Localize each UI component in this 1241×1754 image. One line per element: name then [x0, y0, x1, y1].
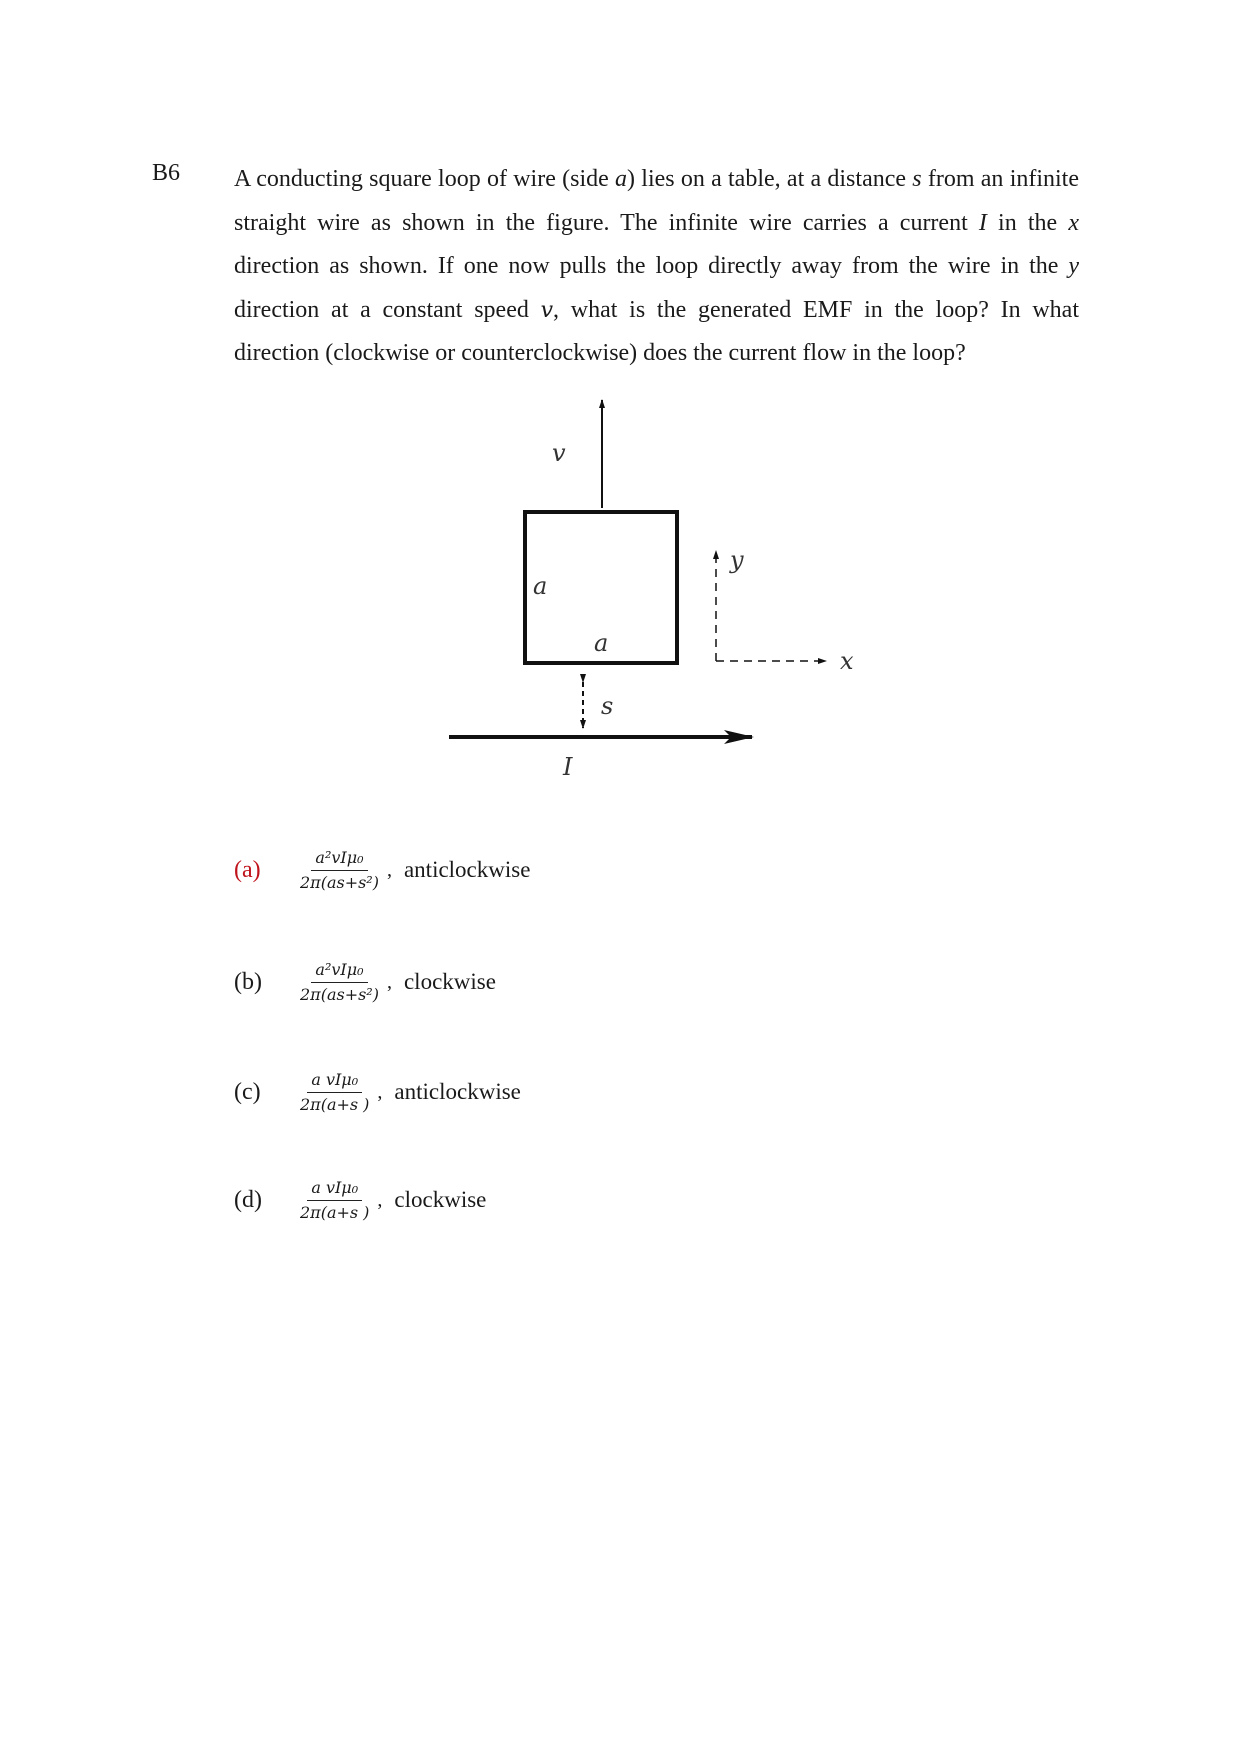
formula-denominator: 2π(as+s²): [300, 872, 379, 892]
option-label: (b): [234, 968, 262, 995]
stem-text: ) lies on a table, at a distance: [627, 166, 913, 192]
stem-text: A conducting square loop of wire (side: [234, 166, 616, 192]
option-label: (d): [234, 1186, 262, 1213]
option-formula: [298, 1178, 371, 1223]
formula-comma: ,: [377, 1188, 383, 1211]
stem-text: direction at a constant speed: [234, 296, 541, 323]
formula-numerator: a²vIμ₀: [311, 960, 367, 983]
stem-variable: x: [1068, 209, 1079, 236]
formula-numerator: a²vIμ₀: [311, 848, 367, 871]
stem-variable: I: [978, 209, 987, 236]
formula-denominator: 2π(as+s²): [300, 984, 379, 1004]
formula-comma: ,: [377, 1080, 383, 1103]
option-direction: clockwise: [394, 1187, 487, 1212]
x-axis-label: x: [840, 647, 854, 675]
stem-variable: y: [1068, 253, 1079, 279]
option-formula: [298, 848, 381, 893]
question-number: B6: [152, 160, 181, 186]
stem-variable: v: [540, 297, 554, 323]
option-a[interactable]: [234, 840, 530, 900]
formula-comma: ,: [386, 858, 392, 881]
option-direction: anticlockwise: [394, 1079, 521, 1104]
stem-variable: a: [615, 166, 628, 192]
formula-denominator: 2π(a+s ): [300, 1202, 370, 1222]
formula-comma: ,: [386, 970, 392, 993]
option-c[interactable]: [234, 1062, 521, 1122]
formula-denominator: 2π(a+s ): [300, 1094, 370, 1114]
stem-variable: s: [912, 166, 922, 192]
stem-text: , what is the generated EMF in the loop? In what direction (clockwise or counterclockwise) does the current flow in the loop?: [234, 296, 1079, 366]
loop-side-label: a: [533, 572, 548, 600]
loop-bottom-label: a: [594, 629, 609, 657]
formula-numerator: a vIμ₀: [307, 1178, 362, 1201]
y-axis-label: y: [730, 546, 744, 574]
option-label: (c): [234, 1078, 261, 1105]
stem-text: in the: [986, 209, 1069, 236]
option-label: (a): [234, 856, 261, 883]
current-label: I: [563, 753, 573, 781]
stem-text: direction as shown. If one now pulls the loop directly away from the wire in the: [234, 253, 1069, 279]
formula-numerator: a vIμ₀: [307, 1070, 362, 1093]
distance-label: s: [601, 692, 614, 720]
option-direction: anticlockwise: [403, 857, 531, 882]
option-formula: [298, 1070, 371, 1115]
stem-text: from an infinite straight wire as shown in the figure. The infinite wire carries a current: [234, 166, 1080, 236]
option-d[interactable]: [234, 1170, 486, 1230]
velocity-label: v: [552, 439, 566, 467]
option-formula: [298, 960, 381, 1005]
option-direction: clockwise: [403, 969, 496, 994]
option-b[interactable]: [234, 952, 496, 1012]
